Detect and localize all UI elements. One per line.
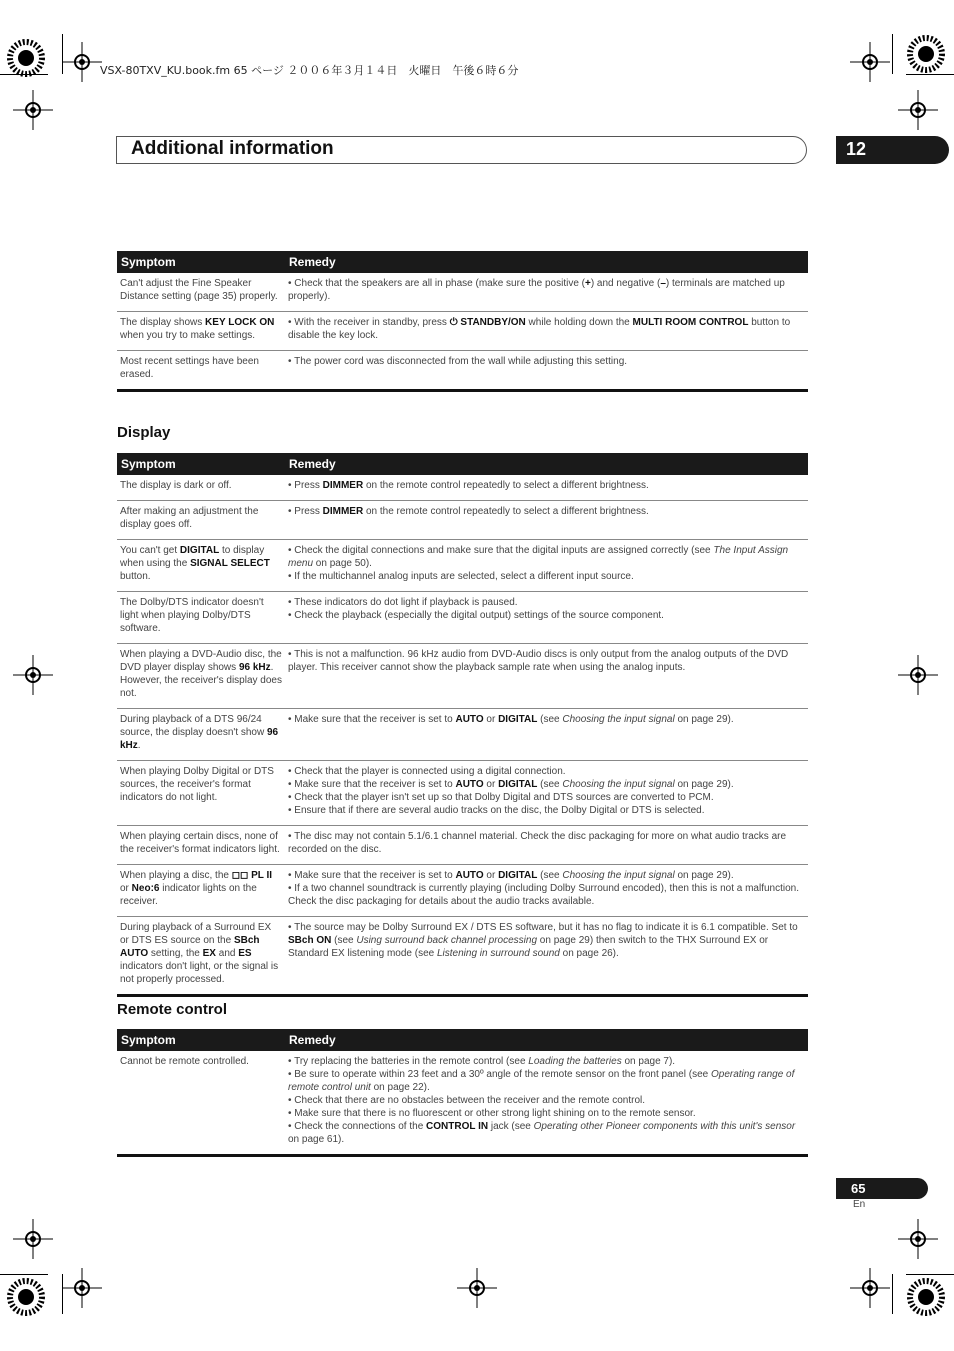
crosshair-target-icon [850, 42, 890, 82]
remedy-cell [285, 475, 808, 501]
text-run: (see [537, 779, 563, 790]
text-run: • If the multichannel analog inputs are selected, select a different input source. [288, 571, 634, 582]
column-header-symptom: Symptom [117, 1029, 285, 1051]
remedy-cell [285, 501, 808, 540]
text-run: (see [331, 935, 357, 946]
remedy-bullet [288, 505, 805, 518]
remedy-bullet [288, 596, 805, 609]
emphasis-bold: DIMMER [322, 480, 364, 491]
text-run: on the remote control repeatedly to select a different brightness. [363, 506, 649, 517]
emphasis-bold: DIGITAL [498, 779, 538, 790]
text-run: while holding down the [525, 317, 633, 328]
emphasis-bold: MULTI ROOM CONTROL [632, 317, 749, 328]
section-heading-remote-control: Remote control [117, 1001, 228, 1018]
table-row [117, 540, 808, 592]
column-header-remedy: Remedy [285, 453, 808, 475]
crosshair-target-icon [457, 1268, 497, 1308]
table-row [117, 312, 808, 351]
text-run: During playback of a Surround EX or DTS ES source on the [120, 922, 272, 946]
column-header-symptom: Symptom [117, 251, 285, 273]
emphasis-bold: CONTROL IN [426, 1121, 489, 1132]
text-run: When playing Dolby Digital or DTS sources, the receiver's format indicators do not light. [120, 766, 274, 803]
remedy-bullet [288, 921, 805, 960]
symptom-cell [117, 351, 285, 391]
text-run: jack (see [488, 1121, 534, 1132]
text-run: on page 29). [674, 870, 734, 881]
column-header-remedy: Remedy [285, 1029, 808, 1051]
text-run: • The disc may not contain 5.1/6.1 channel material. Check the disc packaging for more on what audio tracks are recorded on the disc. [288, 831, 787, 855]
text-run: on the remote control repeatedly to select a different brightness. [363, 480, 649, 491]
table-row [117, 501, 808, 540]
emphasis-bold: 96 kHz [238, 662, 271, 673]
text-run: to display when using the [120, 545, 265, 569]
cross-reference: Choosing the input signal [562, 870, 675, 881]
troubleshooting-table-display [117, 453, 808, 997]
text-run: • With the receiver in standby, press [288, 317, 450, 328]
symptom-cell [117, 592, 285, 644]
emphasis-bold: AUTO [455, 714, 484, 725]
remedy-bullet [288, 277, 805, 303]
table-row [117, 1051, 808, 1156]
text-run: Can't adjust the Fine Speaker Distance setting (page 35) properly. [120, 278, 278, 302]
symptom-cell [117, 501, 285, 540]
crop-mark [892, 1274, 893, 1314]
chapter-number-badge: 12 [836, 136, 949, 164]
text-run: When playing a disc, the [120, 870, 232, 881]
emphasis-bold: 96 kHz [120, 727, 279, 751]
emphasis-bold: DIGITAL [498, 714, 538, 725]
text-run: • Check that there are no obstacles between the receiver and the remote control. [288, 1095, 646, 1106]
remedy-bullet [288, 1120, 805, 1146]
emphasis-bold: AUTO [455, 779, 484, 790]
remedy-cell [285, 1051, 808, 1156]
text-run: on page 29). [674, 714, 734, 725]
remedy-bullet [288, 713, 805, 726]
remedy-bullet [288, 791, 805, 804]
symptom-cell [117, 917, 285, 996]
table-header-row [117, 1029, 808, 1051]
registration-mark-icon [6, 1277, 46, 1317]
remedy-bullet [288, 609, 805, 622]
cross-reference: The Input Assign menu [288, 545, 789, 569]
emphasis-bold: ES [238, 948, 252, 959]
text-run: • Press [288, 480, 323, 491]
remedy-bullet [288, 830, 805, 856]
text-run: on page 50). [313, 558, 372, 569]
text-run: • Check that the player isn't set up so that Dolby Digital and DTS sources are converted to PCM. [288, 792, 714, 803]
emphasis-bold: SBch AUTO [120, 935, 260, 959]
text-run: The display is dark or off. [120, 480, 232, 491]
text-run: The display shows [120, 317, 206, 328]
symptom-cell [117, 540, 285, 592]
text-run: or [483, 779, 499, 790]
text-run: or [483, 870, 499, 881]
remedy-bullet [288, 882, 805, 908]
emphasis-bold: Neo:6 [131, 883, 160, 894]
table-header-row [117, 453, 808, 475]
troubleshooting-table-remote-control [117, 1029, 808, 1157]
crosshair-target-icon [13, 1219, 53, 1259]
crosshair-target-icon [13, 90, 53, 130]
cross-reference: Choosing the input signal [562, 714, 675, 725]
cross-reference: Choosing the input signal [562, 779, 675, 790]
page-language: En [853, 1199, 866, 1210]
crosshair-target-icon [898, 655, 938, 695]
text-run: After making an adjustment the display goes off. [120, 506, 259, 530]
table-row [117, 273, 808, 312]
table-row [117, 761, 808, 826]
text-run: when you try to make settings. [120, 330, 256, 341]
text-run: You can't get [120, 545, 180, 556]
text-run: • Make sure that the receiver is set to [288, 779, 456, 790]
text-run: (see [537, 870, 563, 881]
text-run: The Dolby/DTS indicator doesn't light when playing Dolby/DTS software. [120, 597, 264, 634]
remedy-cell [285, 540, 808, 592]
crop-mark [0, 1274, 48, 1275]
remedy-cell [285, 592, 808, 644]
remedy-cell [285, 709, 808, 761]
text-run: When playing certain discs, none of the receiver's format indicators light. [120, 831, 280, 855]
remedy-bullet [288, 544, 805, 570]
symptom-cell [117, 709, 285, 761]
text-run: setting, the [148, 948, 203, 959]
text-run: ) and negative ( [590, 278, 661, 289]
text-run: button. [120, 571, 151, 582]
text-run: When playing a DVD-Audio disc, the DVD player display shows [120, 649, 282, 673]
remedy-cell [285, 826, 808, 865]
crosshair-target-icon [850, 1268, 890, 1308]
emphasis-bold: KEY LOCK ON [205, 317, 275, 328]
emphasis-bold: DIGITAL [498, 870, 538, 881]
text-run: Most recent settings have been erased. [120, 356, 259, 380]
text-run: • Press [288, 506, 323, 517]
remedy-bullet [288, 765, 805, 778]
crosshair-target-icon [898, 1219, 938, 1259]
text-run: on page 29) then switch to the THX Surround EX or Standard EX listening mode (see [288, 935, 769, 959]
file-header: VSX-80TXV_KU.book.fm 65 ページ ２００６年３月１４日 火曜日 午後６時６分 [100, 64, 519, 77]
text-run: ) terminals are matched up properly). [288, 278, 785, 302]
text-run: • Ensure that if there are several audio tracks on the disc, the Dolby Digital or DTS is selected. [288, 805, 705, 816]
table-row [117, 709, 808, 761]
table-row [117, 475, 808, 501]
text-run: • Check that the speakers are all in phase (make sure the positive ( [288, 278, 585, 289]
crosshair-target-icon [62, 42, 102, 82]
crop-mark [892, 34, 893, 74]
remedy-cell [285, 273, 808, 312]
text-run: • Check that the player is connected using a digital connection. [288, 766, 566, 777]
text-run: on page 29). [674, 779, 734, 790]
text-run: (see [537, 714, 563, 725]
text-run: . [137, 740, 141, 751]
text-run: • Check the connections of the [288, 1121, 427, 1132]
table-row [117, 644, 808, 709]
page-title-bar [116, 136, 807, 164]
symptom-cell [117, 1051, 285, 1156]
remedy-bullet [288, 479, 805, 492]
emphasis-bold: AUTO [455, 870, 484, 881]
symptom-cell [117, 826, 285, 865]
crop-mark [906, 74, 954, 75]
remedy-bullet [288, 1094, 805, 1107]
text-run: • This is not a malfunction. 96 kHz audio from DVD-Audio discs is only output from the analog outputs of the DVD player. This receiver cannot show the playback sample rate when using the analog inputs. [288, 649, 789, 673]
text-run: • Make sure that the receiver is set to [288, 870, 456, 881]
remedy-cell [285, 917, 808, 996]
remedy-cell [285, 865, 808, 917]
remedy-cell [285, 312, 808, 351]
remedy-cell [285, 351, 808, 391]
registration-mark-icon [906, 1277, 946, 1317]
cross-reference: Using surround back channel processing [356, 935, 538, 946]
text-run: • The source may be Dolby Surround EX / DTS ES software, but it has no flag to indicate it is 6.1 compatible. Set to [288, 922, 798, 933]
table-row [117, 917, 808, 996]
remedy-bullet [288, 316, 805, 342]
troubleshooting-table [117, 251, 808, 392]
emphasis-bold: SBch ON [288, 935, 332, 946]
symptom-cell [117, 761, 285, 826]
crosshair-target-icon [13, 655, 53, 695]
remedy-bullet [288, 648, 805, 674]
emphasis-bold: DIMMER [322, 506, 364, 517]
text-run: on page 61). [288, 1134, 345, 1145]
emphasis-bold: ⏻ STANDBY/ON [449, 317, 526, 328]
column-header-symptom: Symptom [117, 453, 285, 475]
text-run: • Make sure that the receiver is set to [288, 714, 456, 725]
cross-reference: Operating range of remote control unit [288, 1069, 795, 1093]
column-header-remedy: Remedy [285, 251, 808, 273]
section-heading-display: Display [117, 424, 171, 441]
emphasis-bold: DIGITAL [179, 545, 220, 556]
text-run: • Check the digital connections and make sure that the digital inputs are assigned correctly (see [288, 545, 714, 556]
remedy-bullet [288, 804, 805, 817]
cross-reference: Listening in surround sound [436, 948, 560, 959]
symptom-cell [117, 273, 285, 312]
symptom-cell [117, 644, 285, 709]
crop-mark [906, 1274, 954, 1275]
remedy-cell [285, 761, 808, 826]
text-run: . However, the receiver's display does not. [120, 662, 282, 699]
text-run: Cannot be remote controlled. [120, 1056, 249, 1067]
symptom-cell [117, 865, 285, 917]
symptom-cell [117, 312, 285, 351]
table-header-row [117, 251, 808, 273]
text-run: indicator lights on the receiver. [120, 883, 257, 907]
text-run: button to disable the key lock. [288, 317, 791, 341]
table-row [117, 826, 808, 865]
remedy-bullet [288, 570, 805, 583]
symptom-cell [117, 475, 285, 501]
remedy-bullet [288, 355, 805, 368]
table-row [117, 865, 808, 917]
table-row [117, 592, 808, 644]
emphasis-bold: + [584, 278, 591, 289]
page-title: Additional information [131, 138, 334, 159]
crosshair-target-icon [62, 1268, 102, 1308]
text-run: • Try replacing the batteries in the remote control (see [288, 1056, 529, 1067]
text-run: During playback of a DTS 96/24 source, the display doesn't show [120, 714, 267, 738]
cross-reference: Loading the batteries [528, 1056, 622, 1067]
registration-mark-icon [906, 34, 946, 74]
remedy-bullet [288, 1107, 805, 1120]
table-row [117, 351, 808, 391]
text-run: indicators don't light, or the signal is not properly processed. [120, 961, 279, 985]
text-run: • The power cord was disconnected from the wall while adjusting this setting. [288, 356, 628, 367]
remedy-bullet [288, 778, 805, 791]
text-run: • Be sure to operate within 23 feet and a 30º angle of the remote sensor on the front panel (see [288, 1069, 711, 1080]
text-run: on page 26). [559, 948, 619, 959]
text-run: • These indicators do dot light if playback is paused. [288, 597, 518, 608]
remedy-bullet [288, 1055, 805, 1068]
registration-mark-icon [6, 38, 46, 78]
text-run: and [215, 948, 239, 959]
emphasis-bold: SIGNAL SELECT [190, 558, 270, 569]
text-run: or [120, 883, 132, 894]
text-run: • Make sure that there is no fluorescent or other strong light shining on to the remote sensor. [288, 1108, 696, 1119]
text-run: on page 22). [370, 1082, 430, 1093]
text-run: or [483, 714, 499, 725]
remedy-cell [285, 644, 808, 709]
page-number: 65 [836, 1178, 928, 1199]
emphasis-bold: ◻◻ PL II [231, 870, 273, 881]
text-run: on page 7). [621, 1056, 676, 1067]
remedy-bullet [288, 869, 805, 882]
emphasis-bold: – [660, 278, 666, 289]
remedy-bullet [288, 1068, 805, 1094]
cross-reference: Operating other Pioneer components with this unit's sensor [533, 1121, 796, 1132]
emphasis-bold: EX [202, 948, 216, 959]
text-run: • Check the playback (especially the digital output) settings of the source component. [288, 610, 664, 621]
text-run: • If a two channel soundtrack is currently playing (including Dolby Surround encoded), then this is not a malfunction. Check the disc packaging for details about the audio tracks available. [288, 883, 800, 907]
crosshair-target-icon [898, 90, 938, 130]
